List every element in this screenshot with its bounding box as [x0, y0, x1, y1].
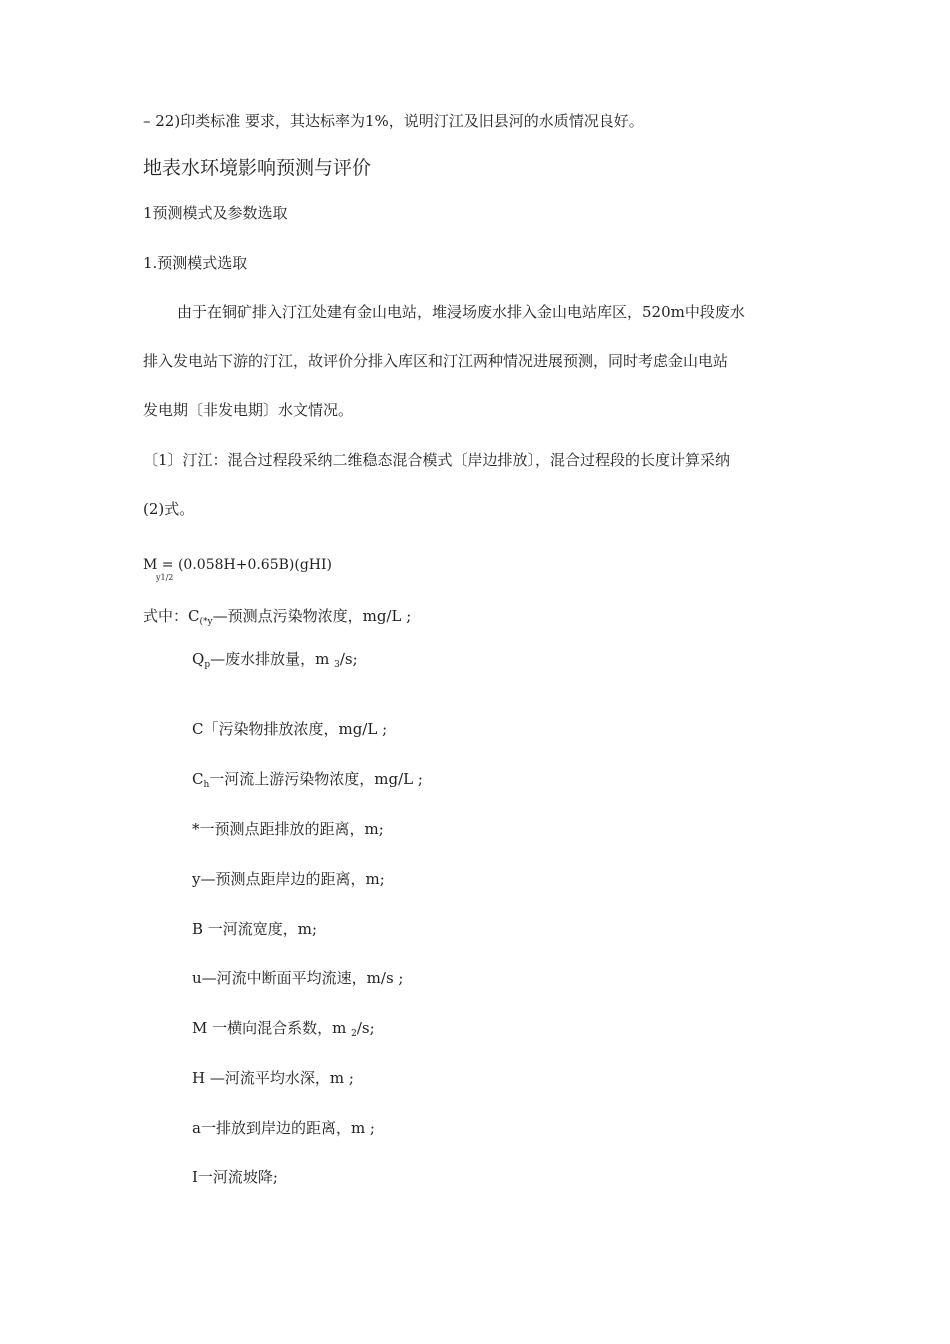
- subsection-heading: 1.预测模式选取: [143, 254, 248, 272]
- definition-line: a一排放到岸边的距离，m ;: [192, 1119, 375, 1137]
- definition-line: C「污染物排放浓度，mg/L ;: [192, 720, 388, 738]
- text-line: – 22)印类标准 要求，其达标率为1%，说明汀江及旧县河的水质情况良好。: [143, 112, 644, 130]
- definition-line: [143, 607, 411, 629]
- definition-line: I一河流坡降;: [192, 1168, 278, 1186]
- paragraph-line: 发电期〔非发电期〕水文情况。: [143, 401, 354, 419]
- definition-text: —预测点污染物浓度，mg/L ;: [212, 607, 412, 625]
- subsection-heading: 1预测模式及参数选取: [143, 204, 288, 222]
- formula-subscript: y1/2: [156, 573, 174, 582]
- definition-subscript: (*y: [199, 617, 213, 627]
- definition-line: *一预测点距排放的距离，m;: [192, 820, 384, 838]
- paragraph-line: 〔1〕汀江：混合过程段采纳二维稳态混合模式〔岸边排放〕，混合过程段的长度计算采纳: [143, 451, 731, 469]
- paragraph-line: (2)式。: [143, 500, 195, 518]
- definition-line: [192, 650, 358, 672]
- definition-text: /s;: [356, 1019, 375, 1037]
- definition-line: [192, 1019, 375, 1041]
- definition-line: u—河流中断面平均流速，m/s ;: [192, 969, 404, 987]
- definition-subscript: p: [204, 660, 211, 670]
- definition-text: M 一横向混合系数，m: [192, 1019, 352, 1037]
- formula: M = (0.058H+0.65B)(gHI): [143, 557, 332, 573]
- paragraph-line: 由于在铜矿排入汀江处建有金山电站，堆浸场废水排入金山电站库区，520m中段废水: [177, 303, 745, 321]
- definition-line: H —河流平均水深，m ;: [192, 1069, 354, 1087]
- definition-subscript: h: [203, 780, 210, 790]
- definition-text: —废水排放量，m: [210, 650, 335, 668]
- definition-line: y—预测点距岸边的距离，m;: [192, 870, 385, 888]
- unit-exponent: 3: [334, 660, 340, 670]
- definition-text: /s;: [339, 650, 358, 668]
- definition-line: [192, 770, 423, 792]
- definition-symbol: Q: [192, 650, 205, 668]
- definition-prefix: 式中：C: [143, 607, 200, 625]
- definition-line: B 一河流宽度，m;: [192, 920, 318, 938]
- section-heading: 地表水环境影响预测与评价: [143, 157, 372, 179]
- definition-symbol: C: [192, 770, 204, 788]
- definition-text: 一河流上游污染物浓度，mg/L ;: [209, 770, 423, 788]
- paragraph-line: 排入发电站下游的汀江，故评价分排入库区和汀江两种情况进展预测，同时考虑金山电站: [143, 352, 729, 370]
- unit-exponent: 2: [351, 1029, 357, 1039]
